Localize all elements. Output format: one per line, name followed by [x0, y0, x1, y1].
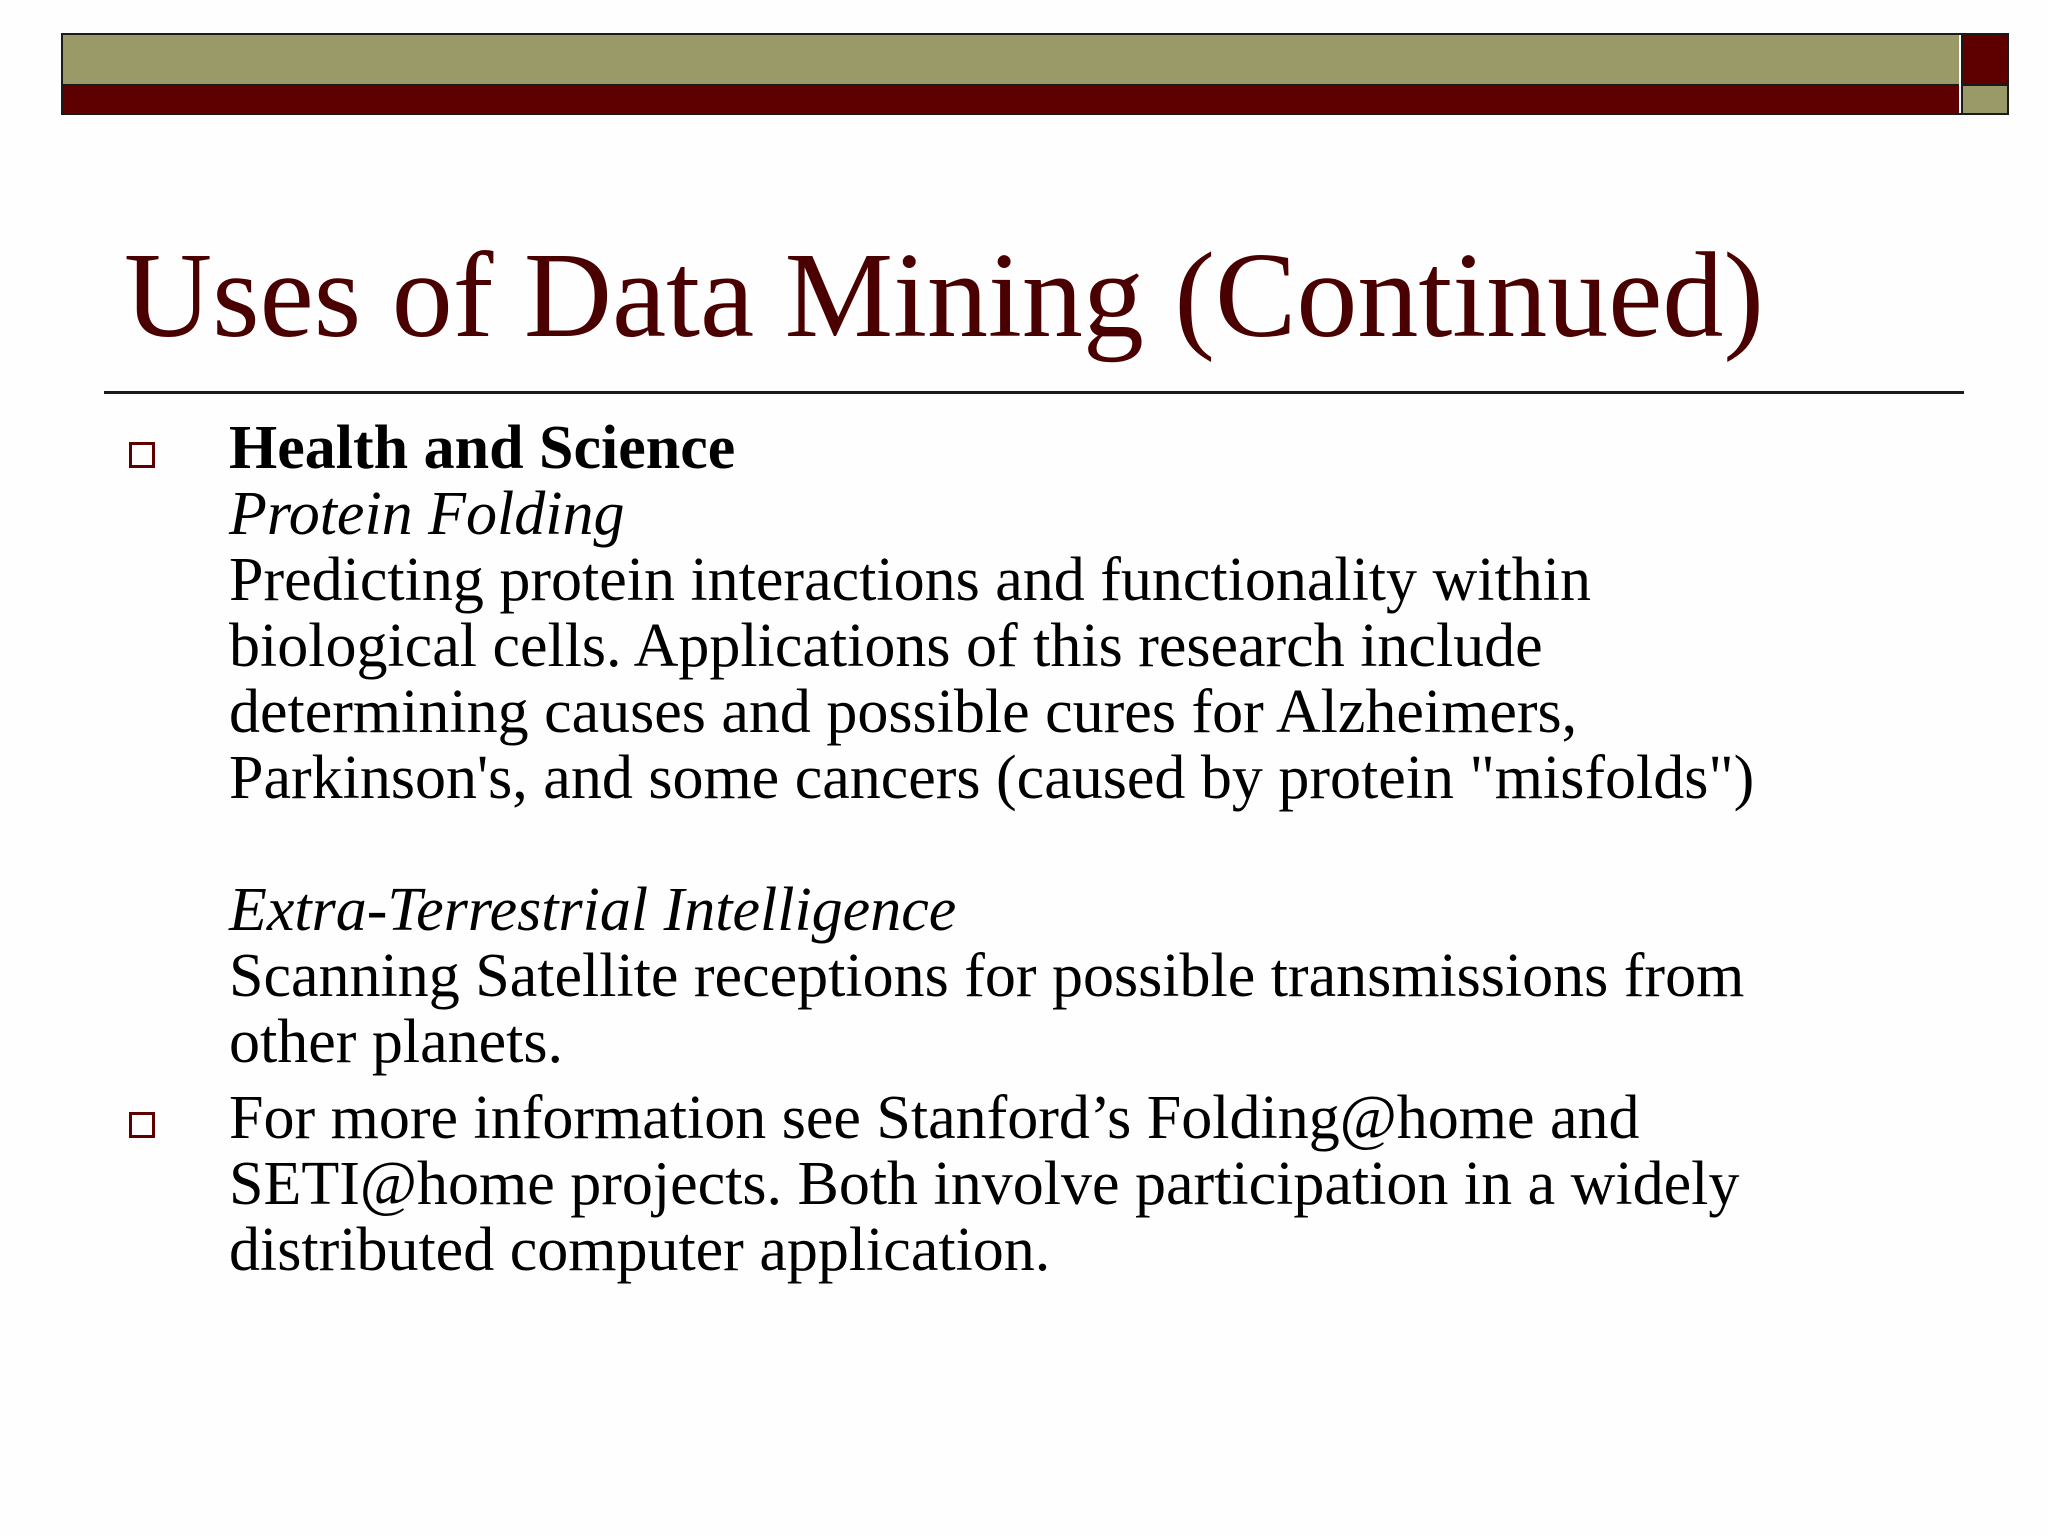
banner-olive-band	[63, 35, 1959, 86]
paragraph-gap	[229, 811, 2009, 877]
body-line: Parkinson's, and some cancers (caused by protein "misfolds")	[229, 744, 1755, 812]
banner-red-square	[1961, 35, 2007, 86]
bullet-health-science	[229, 415, 2009, 1075]
bullet-square-icon	[129, 1112, 155, 1138]
slide-title: Uses of Data Mining (Continued)	[124, 228, 1764, 363]
body-line: For more information see Stanford’s Folding@home and	[229, 1084, 1640, 1152]
banner-red-band	[63, 86, 1959, 113]
banner-olive-square	[1961, 86, 2007, 113]
bullet-heading: Health and Science	[229, 414, 736, 482]
body-line: distributed computer application.	[229, 1216, 1051, 1284]
bullet-square-icon	[129, 442, 155, 468]
body-line: biological cells. Applications of this research include	[229, 612, 1543, 680]
bullet-more-information	[229, 1085, 2009, 1283]
title-divider	[104, 391, 1964, 394]
subtopic-title: Protein Folding	[229, 480, 625, 548]
body-line: Scanning Satellite receptions for possible transmissions from	[229, 942, 1745, 1010]
subtopic-title: Extra-Terrestrial Intelligence	[229, 876, 957, 944]
body-line: SETI@home projects. Both involve participation in a widely	[229, 1150, 1740, 1218]
body-line: other planets.	[229, 1008, 564, 1076]
body-line: Predicting protein interactions and functionality within	[229, 546, 1591, 614]
body-line: determining causes and possible cures for Alzheimers,	[229, 678, 1578, 746]
header-banner	[61, 33, 2009, 115]
